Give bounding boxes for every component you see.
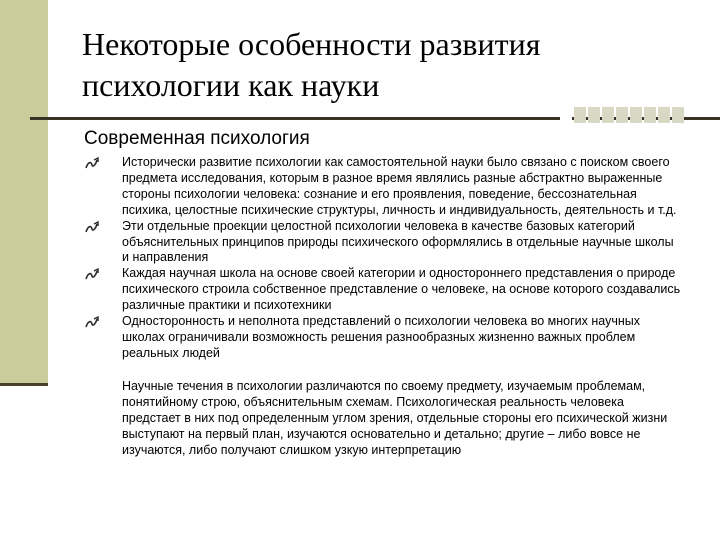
curly-arrow-icon: [84, 220, 102, 234]
bullet-text: Эти отдельные проекции целостной психологии человека в качестве базовых категорий объяснительных принципов природы психического оформлялись в отдельные научные школы и направления: [122, 218, 674, 265]
slide-title: Некоторые особенности развития психологии как науки: [82, 26, 541, 103]
curly-arrow-icon: [84, 156, 102, 170]
side-accent-band: [0, 0, 48, 383]
list-item: [84, 155, 684, 219]
side-band-edge: [0, 383, 48, 386]
slide-subtitle: Современная психология: [84, 128, 310, 149]
bullet-text: Исторически развитие психологии как самостоятельной науки было связано с поиском своего предмета исследования, которым в разное время являлись разные абстрактно выраженные стороны психологии человека: сознание и его проявления, поведение, бессознательная психика, целостные психические структуры, личность и индивидуальность, деятельность и т.д.: [122, 155, 677, 217]
curly-arrow-icon: [84, 267, 102, 281]
bullet-text: Односторонность и неполнота представлений о психологии человека во многих научных школах ограничивали возможность решения разнообразных жизненно важных проблем реальных людей: [122, 314, 640, 360]
summary-paragraph: Научные течения в психологии различаются по своему предмету, изучаемым проблемам, понятийному строю, объяснительным схемам. Психологическая реальность человека предстает в них под определенным углом зрения, отдельные стороны его психической жизни выступают на первый план, изучаются основательно и детально; другие – либо вовсе не изучаются, либо получают слишком узкую интерпретацию: [122, 379, 668, 457]
decorative-grid: [560, 107, 684, 123]
bullet-text: Каждая научная школа на основе своей категории и одностороннего представления о природе психического строила собственное представление о человеке, на основе которого создавались различные практики и психотехники: [122, 266, 681, 313]
bullet-list: [84, 155, 684, 362]
curly-arrow-icon: [84, 315, 102, 329]
list-item: [84, 266, 684, 314]
list-item: [84, 219, 684, 267]
list-item: [84, 314, 684, 362]
